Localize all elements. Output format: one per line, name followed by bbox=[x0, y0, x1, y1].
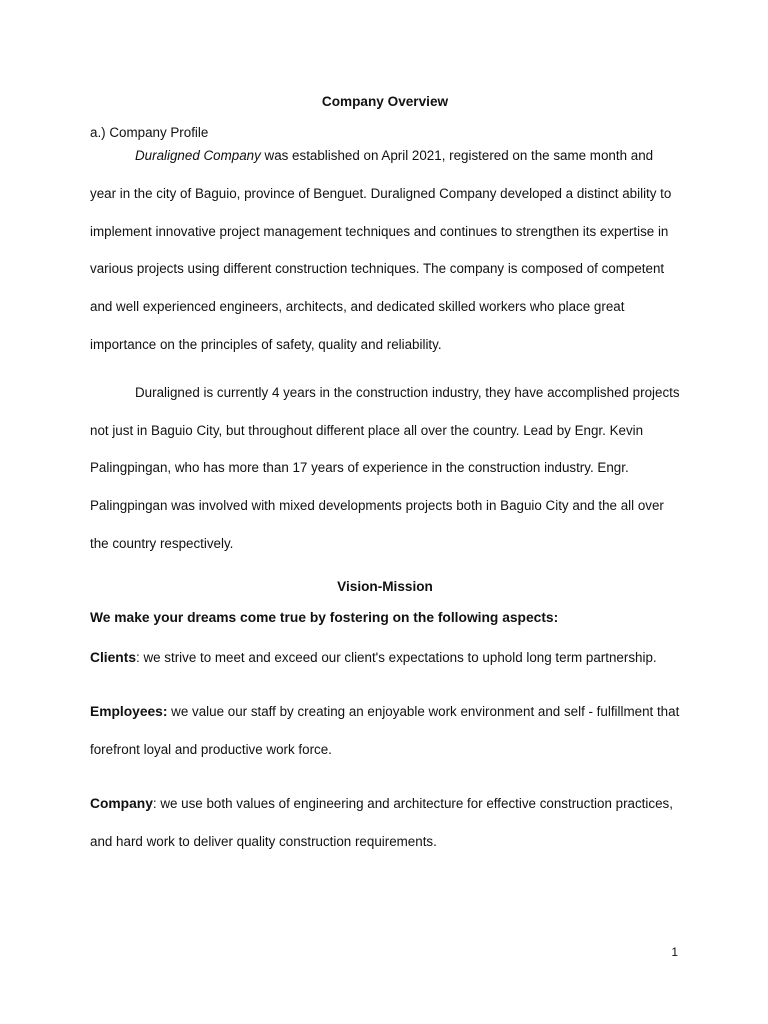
aspect-label: Employees: bbox=[90, 703, 168, 719]
aspect-employees bbox=[90, 693, 680, 769]
paragraph-1-text: was established on April 2021, registered on the same month and year in the city of Baguio, province of Benguet. Duraligned Company developed a distinct ability to implement innovative project management techniques and continues to strengthen its expertise in various projects using different construction techniques. The company is composed of competent and well experienced engineers, architects, and dedicated skilled workers who place great importance on the principles of safety, quality and reliability. bbox=[90, 148, 672, 352]
aspect-text: : we strive to meet and exceed our client's expectations to uphold long term partnership. bbox=[136, 649, 657, 665]
company-profile-paragraph-2: Duraligned is currently 4 years in the construction industry, they have accomplished projects not just in Baguio City, but throughout different place all over the country. Lead by Engr. Kevin Palingpingan, who has more than 17 years of experience in the construction industry. Engr. Palingpingan was involved with mixed developments projects both in Baguio City and the all over the country respectively. bbox=[90, 384, 680, 551]
company-profile-heading: a.) Company Profile bbox=[90, 125, 209, 140]
aspect-label: Clients bbox=[90, 649, 136, 665]
vision-lead-statement: We make your dreams come true by fostering on the following aspects: bbox=[90, 609, 559, 625]
aspect-clients bbox=[90, 639, 680, 677]
aspect-company bbox=[90, 785, 680, 861]
aspect-text: we value our staff by creating an enjoyable work environment and self - fulfillment that forefront loyal and productive work force. bbox=[90, 703, 680, 757]
vision-mission-heading: Vision-Mission bbox=[337, 578, 433, 594]
page-number: 1 bbox=[671, 945, 678, 959]
document-body bbox=[90, 92, 680, 861]
page-title: Company Overview bbox=[321, 94, 449, 109]
aspect-text: : we use both values of engineering and architecture for effective construction practices, and hard work to deliver quality construction requirements. bbox=[90, 795, 673, 849]
company-name-italic: Duraligned Company bbox=[135, 148, 261, 163]
company-profile-paragraph-1 bbox=[90, 137, 680, 364]
aspect-label: Company bbox=[90, 795, 153, 811]
